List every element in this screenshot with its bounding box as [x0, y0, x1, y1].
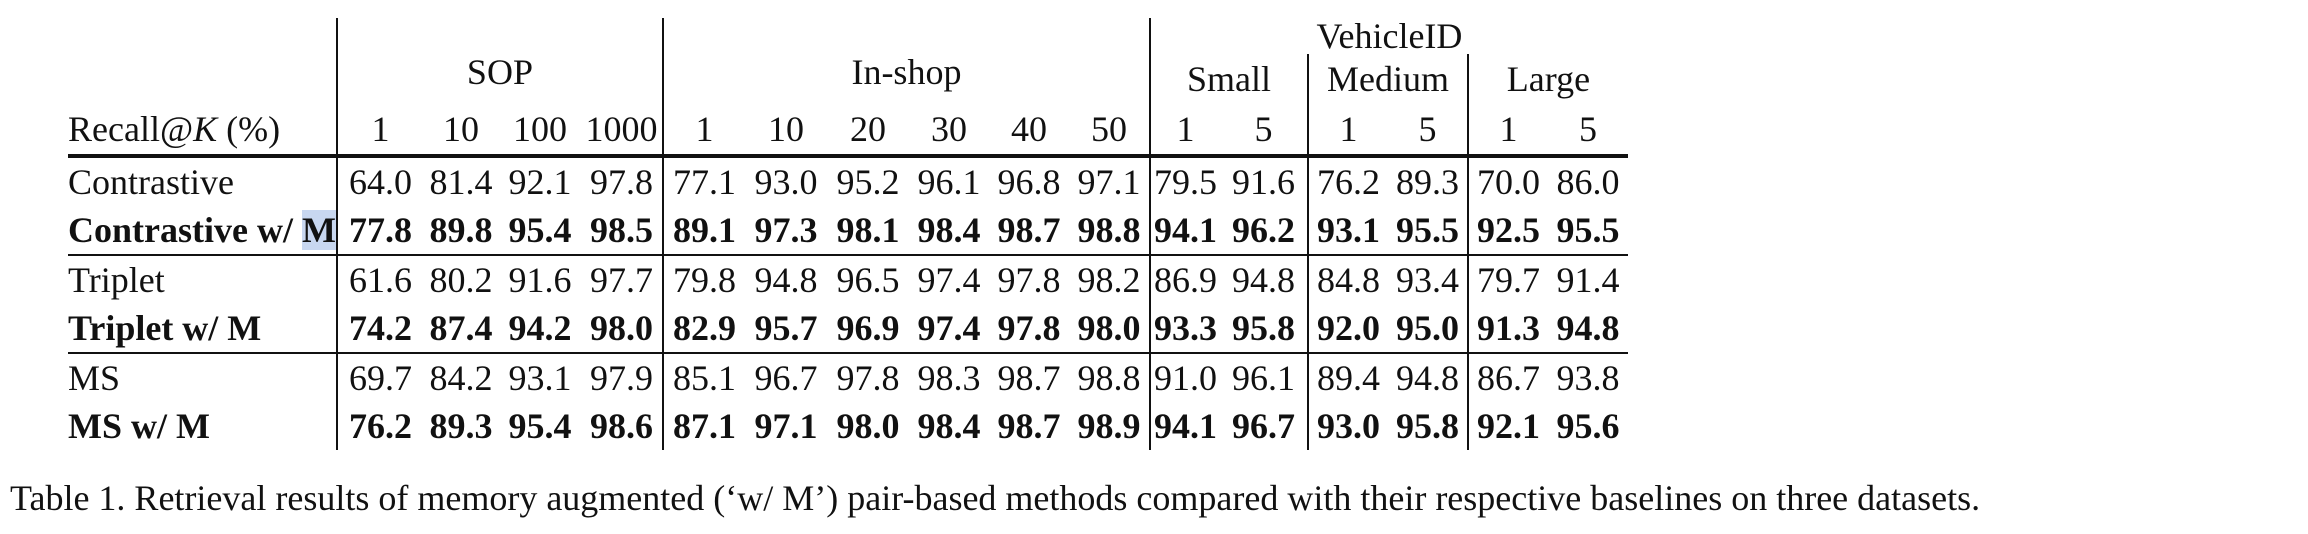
value-cell: 91.0: [1150, 353, 1220, 402]
large-subheader: Large: [1468, 54, 1628, 104]
table-row: [68, 353, 1628, 402]
value-cell: 97.7: [589, 260, 653, 300]
value-cell: 93.4: [1395, 260, 1459, 300]
k-header-small: 1: [1150, 104, 1220, 156]
value-cell: 97.8: [989, 304, 1069, 353]
value-cell: 84.8: [1308, 255, 1388, 304]
value-cell: 98.7: [997, 358, 1061, 398]
value-cell: 91.3: [1468, 304, 1548, 353]
k-header-inshop: 20: [827, 104, 909, 156]
value-cell: 98.4: [909, 206, 989, 255]
method-name: MS w/ M: [68, 406, 210, 446]
k-header-sop: 10: [423, 104, 499, 156]
value-cell: 77.8: [337, 206, 423, 255]
value-cell: 95.8: [1220, 304, 1308, 353]
value-cell: 97.1: [1077, 162, 1141, 202]
value-cell: 95.5: [1548, 206, 1628, 255]
value-cell: 79.7: [1468, 255, 1548, 304]
value-cell: 74.2: [337, 304, 423, 353]
value-cell: 91.6: [1231, 162, 1295, 202]
value-cell: 86.0: [1556, 162, 1620, 202]
k-header-inshop: 50: [1069, 104, 1150, 156]
value-cell: 94.1: [1150, 402, 1220, 450]
k-header-sop: 1: [337, 104, 423, 156]
method-name: Contrastive: [68, 162, 234, 202]
value-cell: 94.8: [1395, 358, 1459, 398]
k-header-small: 5: [1220, 104, 1308, 156]
value-cell: 64.0: [337, 156, 423, 206]
value-cell: 70.0: [1468, 156, 1548, 206]
selected-text: M: [301, 210, 336, 250]
value-cell: 69.7: [337, 353, 423, 402]
corner-cell-mid: [68, 54, 337, 104]
value-cell: 93.1: [1308, 206, 1388, 255]
k-header-inshop: 30: [909, 104, 989, 156]
value-cell: 89.1: [663, 206, 745, 255]
value-cell: 92.0: [1308, 304, 1388, 353]
value-cell: 98.3: [917, 358, 981, 398]
value-cell: 98.5: [581, 206, 663, 255]
k-header-medium: 5: [1388, 104, 1468, 156]
table-row: [68, 206, 1628, 255]
value-cell: 97.8: [836, 358, 900, 398]
value-cell: 92.5: [1468, 206, 1548, 255]
value-cell: 95.6: [1556, 406, 1620, 446]
table-row: [68, 255, 1628, 304]
results-table: [68, 18, 1628, 450]
value-cell: 93.3: [1150, 304, 1220, 353]
value-cell: 91.6: [508, 260, 572, 300]
value-cell: 86.9: [1150, 255, 1220, 304]
value-cell: 81.4: [429, 162, 493, 202]
table-row: [68, 304, 1628, 353]
value-cell: 96.9: [827, 304, 909, 353]
sop-group-top: [337, 18, 663, 54]
metric-label: Recall@K (%): [68, 104, 337, 156]
value-cell: 92.1: [508, 162, 572, 202]
value-cell: 97.4: [917, 260, 981, 300]
k-header-large: 1: [1468, 104, 1548, 156]
medium-subheader: Medium: [1308, 54, 1468, 104]
method-name: Contrastive w/ M: [68, 206, 337, 255]
value-cell: 89.8: [423, 206, 499, 255]
value-cell: 76.2: [337, 402, 423, 450]
value-cell: 95.5: [1388, 206, 1468, 255]
value-cell: 93.8: [1556, 358, 1620, 398]
value-cell: 86.7: [1468, 353, 1548, 402]
value-cell: 80.2: [429, 260, 493, 300]
value-cell: 97.9: [589, 358, 653, 398]
value-cell: 96.1: [917, 162, 981, 202]
value-cell: 97.3: [745, 206, 827, 255]
value-cell: 94.2: [499, 304, 581, 353]
corner-cell-top: [68, 18, 337, 54]
value-cell: 94.8: [1231, 260, 1295, 300]
value-cell: 93.1: [508, 358, 572, 398]
value-cell: 98.6: [589, 406, 653, 446]
value-cell: 84.2: [429, 358, 493, 398]
value-cell: 91.4: [1556, 260, 1620, 300]
value-cell: 98.7: [997, 406, 1061, 446]
value-cell: 98.7: [989, 206, 1069, 255]
value-cell: 82.9: [663, 304, 745, 353]
value-cell: 96.2: [1220, 206, 1308, 255]
value-cell: 95.4: [508, 406, 572, 446]
value-cell: 95.4: [499, 206, 581, 255]
k-header-inshop: 1: [663, 104, 745, 156]
k-header-medium: 1: [1308, 104, 1388, 156]
value-cell: 98.8: [1069, 206, 1150, 255]
value-cell: 93.0: [754, 162, 818, 202]
value-cell: 61.6: [337, 255, 423, 304]
k-header-inshop: 10: [745, 104, 827, 156]
method-name: Triplet: [68, 260, 165, 300]
value-cell: 96.8: [997, 162, 1061, 202]
inshop-group-top: [663, 18, 1150, 54]
value-cell: 96.7: [754, 358, 818, 398]
method-name: MS: [68, 358, 121, 398]
value-cell: 97.8: [589, 162, 653, 202]
value-cell: 96.7: [1231, 406, 1295, 446]
value-cell: 96.5: [836, 260, 900, 300]
value-cell: 98.0: [581, 304, 663, 353]
value-cell: 85.1: [663, 353, 745, 402]
value-cell: 98.1: [827, 206, 909, 255]
value-cell: 95.8: [1395, 406, 1459, 446]
sop-header: SOP: [337, 54, 663, 104]
inshop-header: In-shop: [663, 54, 1150, 104]
value-cell: 94.1: [1150, 206, 1220, 255]
value-cell: 79.8: [663, 255, 745, 304]
value-cell: 77.1: [663, 156, 745, 206]
table-row: [68, 156, 1628, 206]
value-cell: 89.3: [1395, 162, 1459, 202]
value-cell: 98.9: [1077, 406, 1141, 446]
value-cell: 98.4: [917, 406, 981, 446]
value-cell: 95.7: [745, 304, 827, 353]
value-cell: 98.0: [1069, 304, 1150, 353]
value-cell: 87.1: [663, 402, 745, 450]
value-cell: 96.1: [1231, 358, 1295, 398]
value-cell: 94.8: [754, 260, 818, 300]
value-cell: 97.8: [997, 260, 1061, 300]
value-cell: 98.8: [1077, 358, 1141, 398]
table-caption: Table 1. Retrieval results of memory augmented (‘w/ M’) pair-based methods compared with their respective baselines on three datasets.: [10, 478, 1981, 518]
value-cell: 89.4: [1308, 353, 1388, 402]
k-header-sop: 1000: [581, 104, 663, 156]
method-name: Triplet w/ M: [68, 304, 337, 353]
table-body: [68, 156, 1628, 450]
value-cell: 95.0: [1388, 304, 1468, 353]
value-cell: 98.2: [1077, 260, 1141, 300]
small-subheader: Small: [1150, 54, 1308, 104]
value-cell: 89.3: [429, 406, 493, 446]
value-cell: 92.1: [1468, 402, 1548, 450]
table-row: [68, 402, 1628, 450]
value-cell: 93.0: [1308, 402, 1388, 450]
value-cell: 94.8: [1548, 304, 1628, 353]
value-cell: 95.2: [836, 162, 900, 202]
k-header-sop: 100: [499, 104, 581, 156]
k-header-inshop: 40: [989, 104, 1069, 156]
value-cell: 79.5: [1150, 156, 1220, 206]
value-cell: 97.4: [909, 304, 989, 353]
vehicleid-header: VehicleID: [1150, 18, 1628, 54]
value-cell: 97.1: [754, 406, 818, 446]
value-cell: 87.4: [423, 304, 499, 353]
value-cell: 76.2: [1308, 156, 1388, 206]
k-header-large: 5: [1548, 104, 1628, 156]
value-cell: 98.0: [836, 406, 900, 446]
